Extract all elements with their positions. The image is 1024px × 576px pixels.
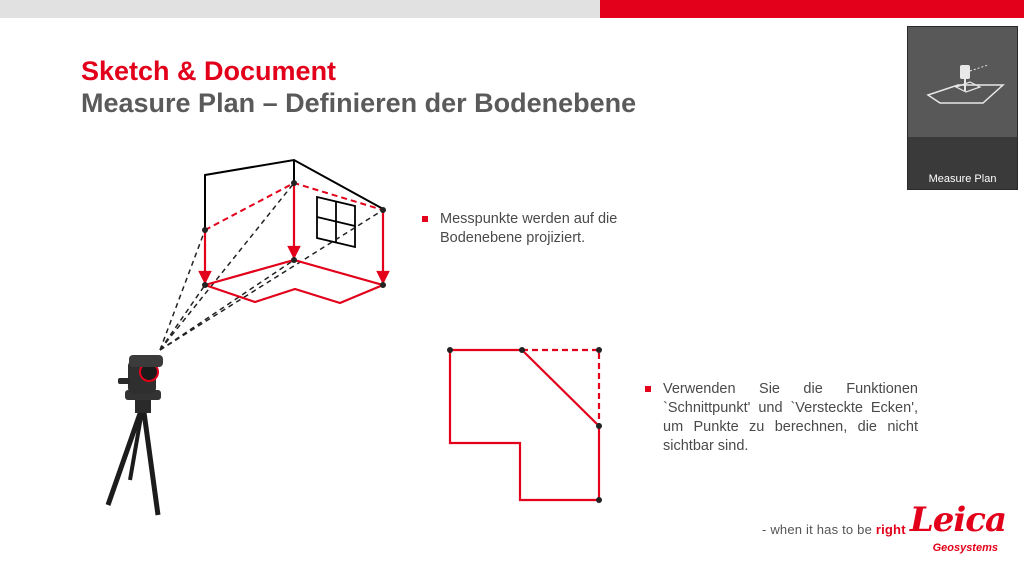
top-band-red xyxy=(600,0,1024,18)
bullet-list-corners xyxy=(643,380,918,456)
room-diagram xyxy=(0,150,420,510)
top-band-grey xyxy=(0,0,600,18)
logo-wordmark: Leica xyxy=(909,500,1006,540)
plan-outline xyxy=(450,350,599,500)
floor-plan-diagram xyxy=(440,340,620,520)
plan-diagonal xyxy=(522,350,599,426)
logo-subtitle: Geosystems xyxy=(932,542,998,554)
bullet-item: Verwenden Sie die Funktionen `Schnittpunkt' und `Versteckte Ecken', um Punkte zu berechnen, die nicht sichtbar sind. xyxy=(643,380,918,456)
measure-plan-tile[interactable] xyxy=(907,26,1018,190)
disto-device-on-tripod xyxy=(108,355,163,515)
tagline xyxy=(762,522,906,537)
projection-arrows xyxy=(200,183,388,282)
tagline-accent: right xyxy=(875,522,906,537)
measure-plan-icon xyxy=(908,27,1017,137)
tagline-prefix: - when it has to be xyxy=(762,522,873,537)
leica-logo xyxy=(909,500,1012,560)
title-subtitle: Measure Plan – Definieren der Bodenebene xyxy=(81,88,637,119)
slide-title xyxy=(81,55,636,120)
plan-points xyxy=(447,347,602,503)
title-main: Sketch & Document xyxy=(81,56,337,86)
bullet-item: Messpunkte werden auf die Bodenebene projiziert. xyxy=(420,210,650,248)
bullet-list-floor xyxy=(420,210,650,248)
tile-label: Measure Plan xyxy=(928,173,997,185)
tile-image xyxy=(908,27,1017,137)
